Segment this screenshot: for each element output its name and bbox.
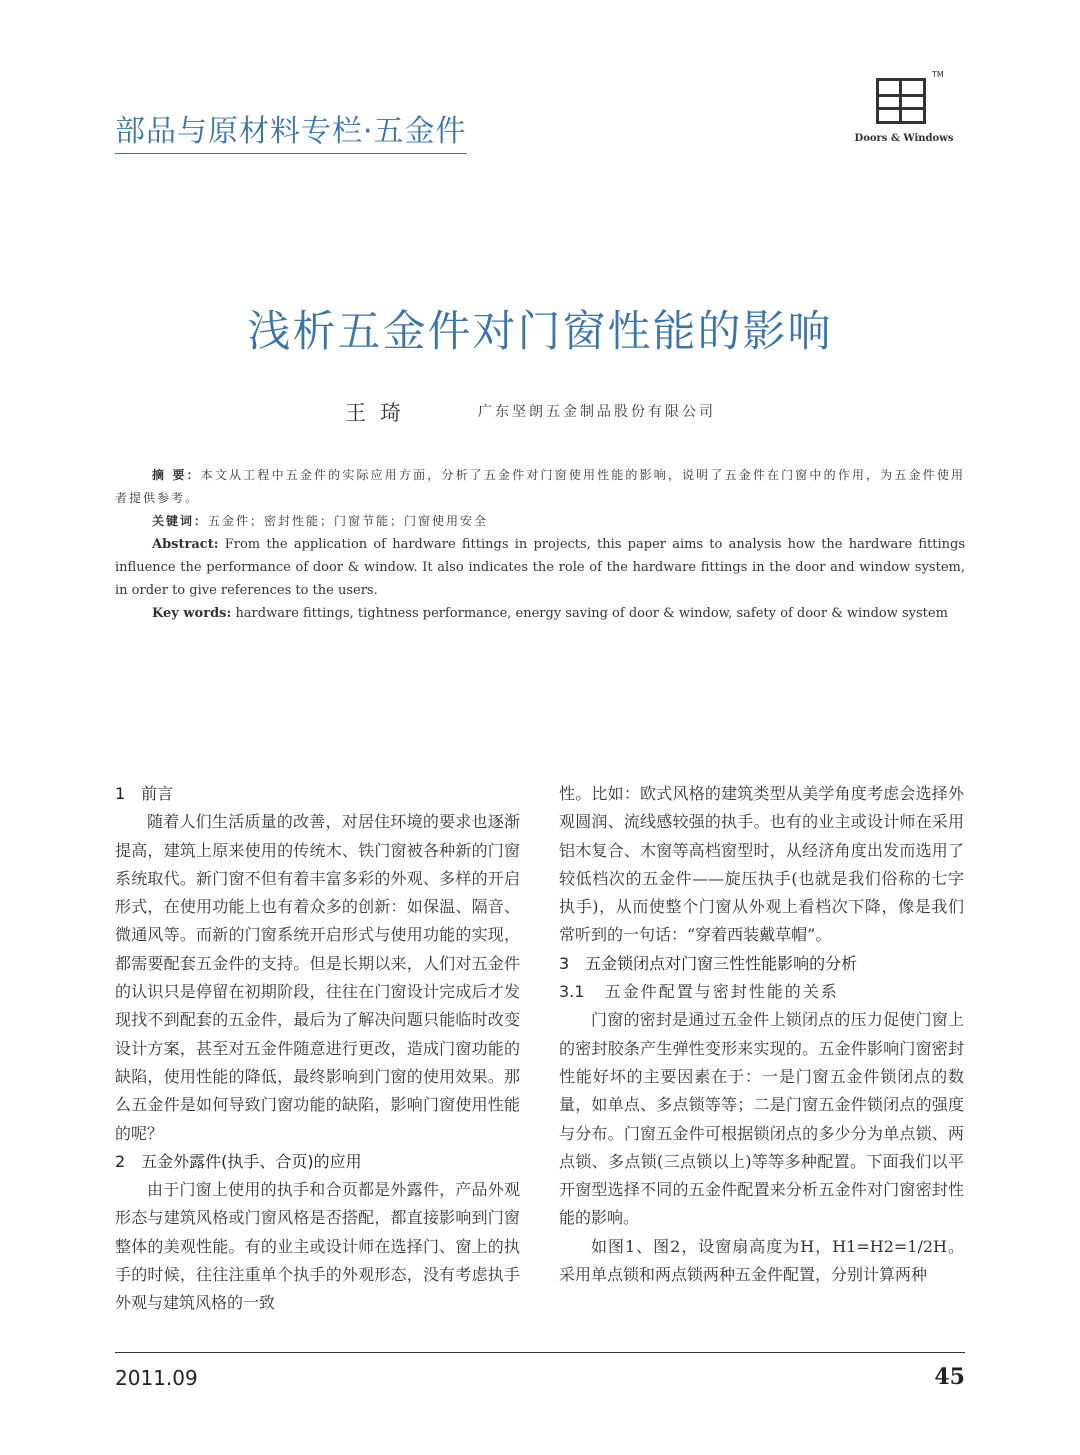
- abstract-cn-text: 本文从工程中五金件的实际应用方面，分析了五金件对门窗使用性能的影响，说明了五金件在门窗中的作用，为五金件使用者提供参考。: [115, 468, 965, 505]
- page-number: 45: [934, 1364, 965, 1390]
- logo-mark-icon: [876, 78, 926, 124]
- abstract-cn-label: 摘 要：: [152, 468, 201, 482]
- logo-trademark: TM: [932, 70, 944, 79]
- section-3-heading: 3 五金锁闭点对门窗三性性能影响的分析: [559, 953, 858, 973]
- abstract-en-label: Abstract:: [152, 537, 219, 552]
- keywords-en-label: Key words:: [152, 606, 232, 621]
- keywords-en-text: hardware fittings, tightness performance, energy saving of door & window, safety of door & window system: [235, 606, 948, 621]
- keywords-cn: [115, 510, 965, 533]
- doors-windows-logo: [848, 70, 960, 150]
- body-column-right: [559, 780, 964, 1289]
- keywords-cn-label: 关键词：: [152, 514, 209, 528]
- body-column-left: [115, 780, 520, 1318]
- article-title: 浅析五金件对门窗性能的影响: [247, 307, 833, 357]
- section-1-heading: 1 前言: [115, 784, 174, 803]
- abstract-en: [115, 533, 965, 602]
- section-2-paragraph: 由于门窗上使用的执手和合页都是外露件，产品外观形态与建筑风格或门窗风格是否搭配，都直接影响到门窗整体的美观性能。有的业主或设计师在选择门、窗上的执手的时候，往往注重单个执手的外观形态，没有考虑执手外观与建筑风格的一致: [115, 1180, 520, 1313]
- issue-date: 2011.09: [115, 1366, 198, 1390]
- author-affiliation: 广东坚朗五金制品股份有限公司: [478, 404, 716, 420]
- keywords-cn-text: 五金件；密封性能；门窗节能；门窗使用安全: [208, 514, 489, 528]
- author-name: 王琦: [345, 401, 415, 425]
- section-3-1-title: 五金件配置与密封性能的关系: [604, 982, 839, 1002]
- section-2-heading: 2 五金外露件(执手、合页)的应用: [115, 1151, 362, 1171]
- section-3-1-paragraph-2: 如图1、图2，设窗扇高度为H，H1=H2=1/2H。采用单点锁和两点锁两种五金件配置，分别计算两种: [559, 1236, 964, 1285]
- section-3-1-paragraph: 门窗的密封是通过五金件上锁闭点的压力促使门窗上的密封胶条产生弹性变形来实现的。五金件影响门窗密封性能好坏的主要因素在于：一是门窗五金件锁闭点的数量，如单点、多点锁等等；二是门窗五金件锁闭点的强度与分布。门窗五金件可根据锁闭点的多少分为单点锁、两点锁、多点锁(三点锁以上)等等多种配置。下面我们以平开窗型选择不同的五金件配置来分析五金件对门窗密封性能的影响。: [559, 1010, 964, 1228]
- section-header: 部品与原材料专栏·五金件: [115, 106, 467, 154]
- section-2-paragraph-continued: 性。比如：欧式风格的建筑类型从美学角度考虑会选择外观圆润、流线感较强的执手。也有的业主或设计师在采用铝木复合、木窗等高档窗型时，从经济角度出发而选用了较低档次的五金件——旋压执手(也就是我们俗称的七字执手)，从而使整个门窗从外观上看档次下降，像是我们常听到的一句话：“穿着西装戴草帽”。: [559, 784, 964, 945]
- abstract-cn: [115, 464, 965, 510]
- footer-rule: [115, 1352, 965, 1353]
- abstract-block: [115, 464, 965, 625]
- section-1-paragraph: 随着人们生活质量的改善，对居住环境的要求也逐渐提高，建筑上原来使用的传统木、铁门窗被各种新的门窗系统取代。新门窗不但有着丰富多彩的外观、多样的开启形式，在使用功能上也有着众多的创新：如保温、隔音、微通风等。而新的门窗系统开启形式与使用功能的实现，都需要配套五金件的支持。但是长期以来，人们对五金件的认识只是停留在初期阶段，往往在门窗设计完成后才发现找不到配套的五金件，最后为了解决问题只能临时改变设计方案，甚至对五金件随意进行更改，造成门窗功能的缺陷，使用性能的降低，最终影响到门窗的使用效果。那么五金件是如何导致门窗功能的缺陷，影响门窗使用性能的呢？: [115, 812, 520, 1143]
- abstract-en-text: From the application of hardware fittings in projects, this paper aims to analysis how the hardware fittings influence the performance of door & window. It also indicates the role of the hardware fittings in the door and window system, in order to give references to the users.: [115, 537, 965, 598]
- logo-text: Doors & Windows: [854, 133, 954, 144]
- keywords-en: [115, 602, 965, 625]
- section-3-1-number: 3.1: [559, 982, 585, 1002]
- section-3-1-heading: [559, 978, 964, 1006]
